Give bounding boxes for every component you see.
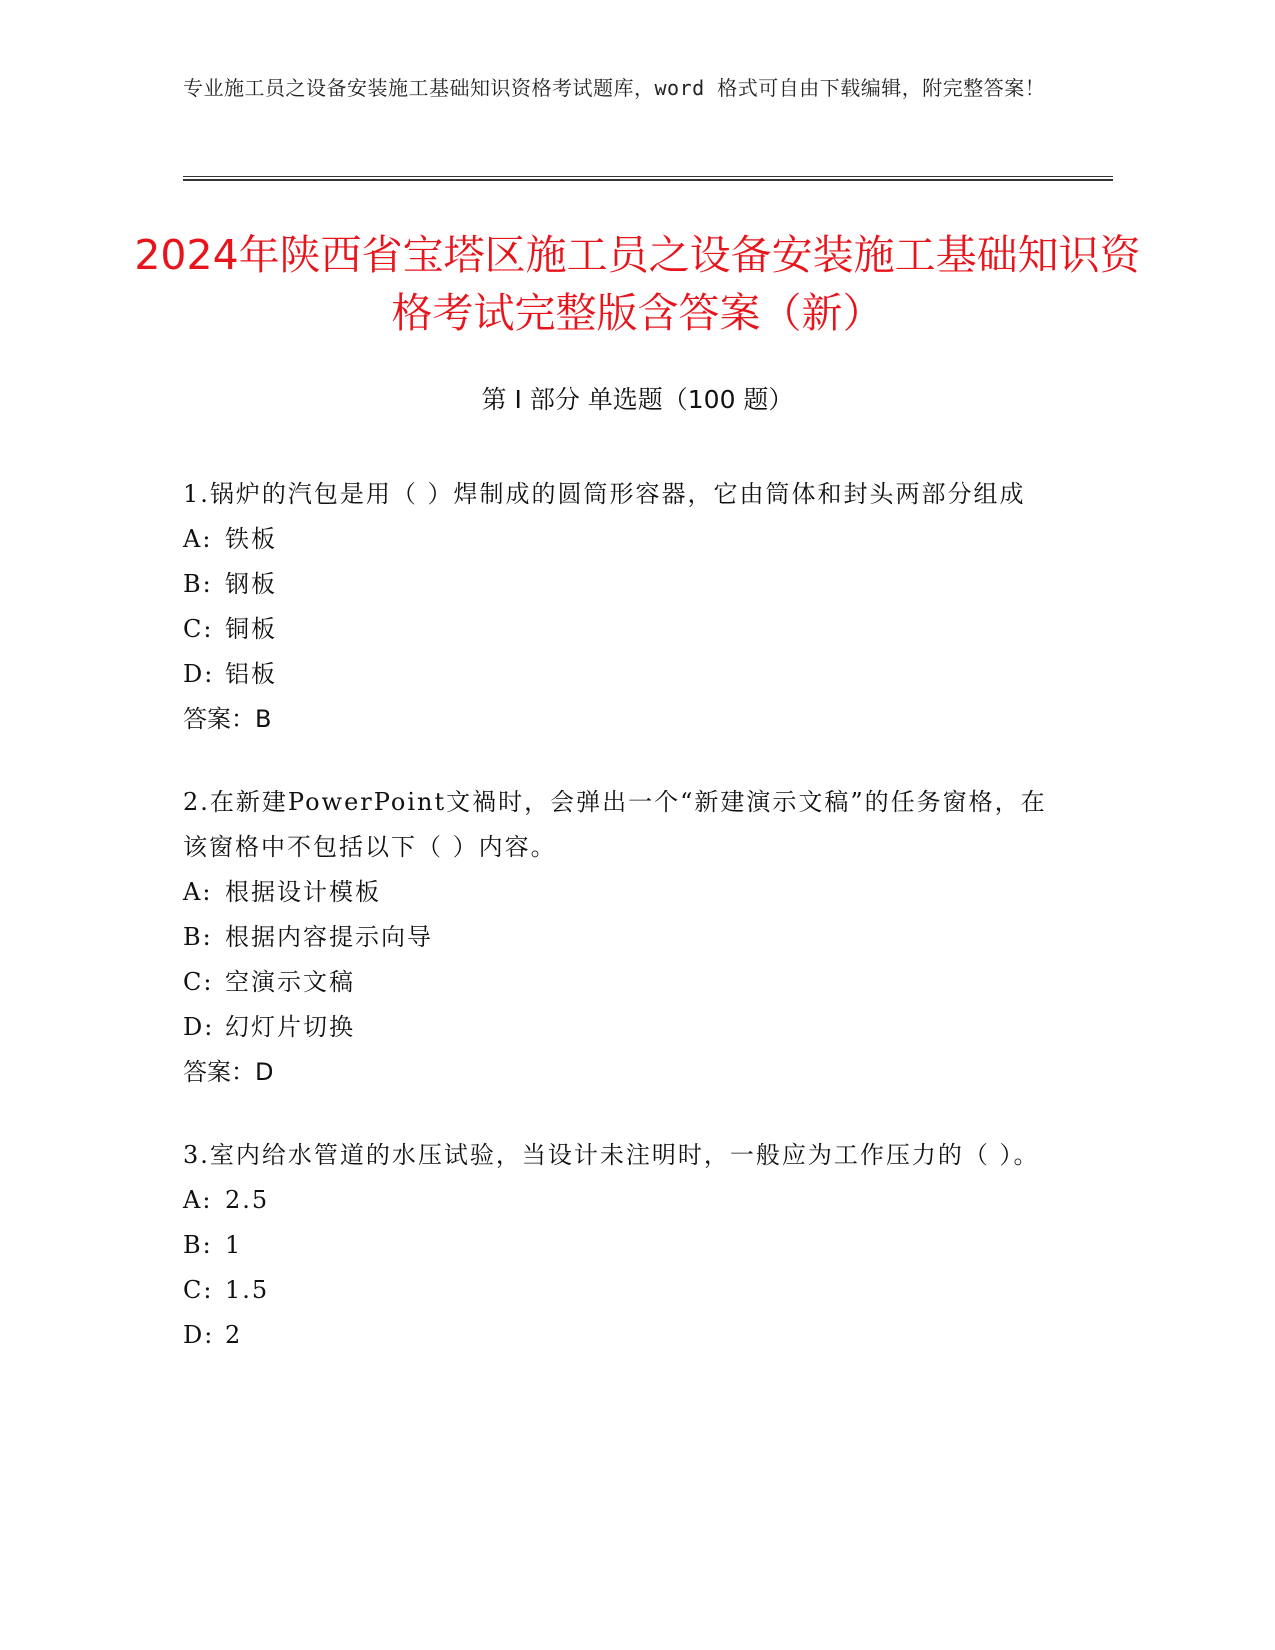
option-letter: D:: [183, 1013, 215, 1041]
option-letter: C:: [183, 968, 214, 996]
option-a: [183, 517, 1063, 562]
option-d: [183, 1005, 1063, 1050]
option-letter: B:: [183, 923, 213, 951]
option-text: 钢板: [225, 570, 277, 598]
option-letter: C:: [183, 615, 214, 643]
option-letter: A:: [183, 878, 213, 906]
option-d: [183, 652, 1063, 697]
option-c: [183, 1268, 1063, 1313]
option-letter: D:: [183, 660, 215, 688]
option-text: 根据设计模板: [225, 878, 381, 906]
option-letter: B:: [183, 1231, 213, 1259]
question-2: [183, 780, 1063, 1095]
answer: 答案：D: [183, 1058, 274, 1086]
section-title: 第 I 部分 单选题（100 题）: [481, 385, 794, 414]
option-text: 铁板: [225, 525, 277, 553]
option-letter: D:: [183, 1321, 215, 1349]
option-a: [183, 1178, 1063, 1223]
question-list: [183, 472, 1063, 1396]
option-text: 空演示文稿: [225, 968, 355, 996]
header-note: 专业施工员之设备安装施工基础知识资格考试题库，word 格式可自由下载编辑，附完整答案！: [183, 76, 1046, 100]
option-b: [183, 1223, 1063, 1268]
option-text: 铜板: [225, 615, 277, 643]
option-text: 1: [225, 1231, 243, 1259]
option-letter: C:: [183, 1276, 214, 1304]
option-c: [183, 607, 1063, 652]
question-stem: 1.锅炉的汽包是用（ ）焊制成的圆筒形容器，它由筒体和封头两部分组成: [183, 480, 1026, 508]
option-d: [183, 1313, 1063, 1358]
question-stem: 2.在新建PowerPoint文禍时，会弹出一个“新建演示文稿”的任务窗格，在该窗格中不包括以下（ ）内容。: [183, 788, 1047, 861]
option-text: 2.5: [225, 1186, 270, 1214]
option-c: [183, 960, 1063, 1005]
option-b: [183, 562, 1063, 607]
option-text: 幻灯片切换: [225, 1013, 355, 1041]
option-b: [183, 915, 1063, 960]
option-text: 根据内容提示向导: [225, 923, 433, 951]
question-3: [183, 1133, 1063, 1358]
option-a: [183, 870, 1063, 915]
option-text: 1.5: [225, 1276, 270, 1304]
answer: 答案：B: [183, 705, 272, 733]
question-stem: 3.室内给水管道的水压试验，当设计未注明时，一般应为工作压力的（ ）。: [183, 1141, 1040, 1169]
option-letter: A:: [183, 1186, 213, 1214]
option-text: 铝板: [225, 660, 277, 688]
question-1: [183, 472, 1063, 742]
option-text: 2: [225, 1321, 243, 1349]
option-letter: A:: [183, 525, 213, 553]
document-title: 2024年陕西省宝塔区施工员之设备安装施工基础知识资格考试完整版含答案（新）: [134, 231, 1141, 337]
option-letter: B:: [183, 570, 213, 598]
header-divider: [183, 176, 1113, 181]
